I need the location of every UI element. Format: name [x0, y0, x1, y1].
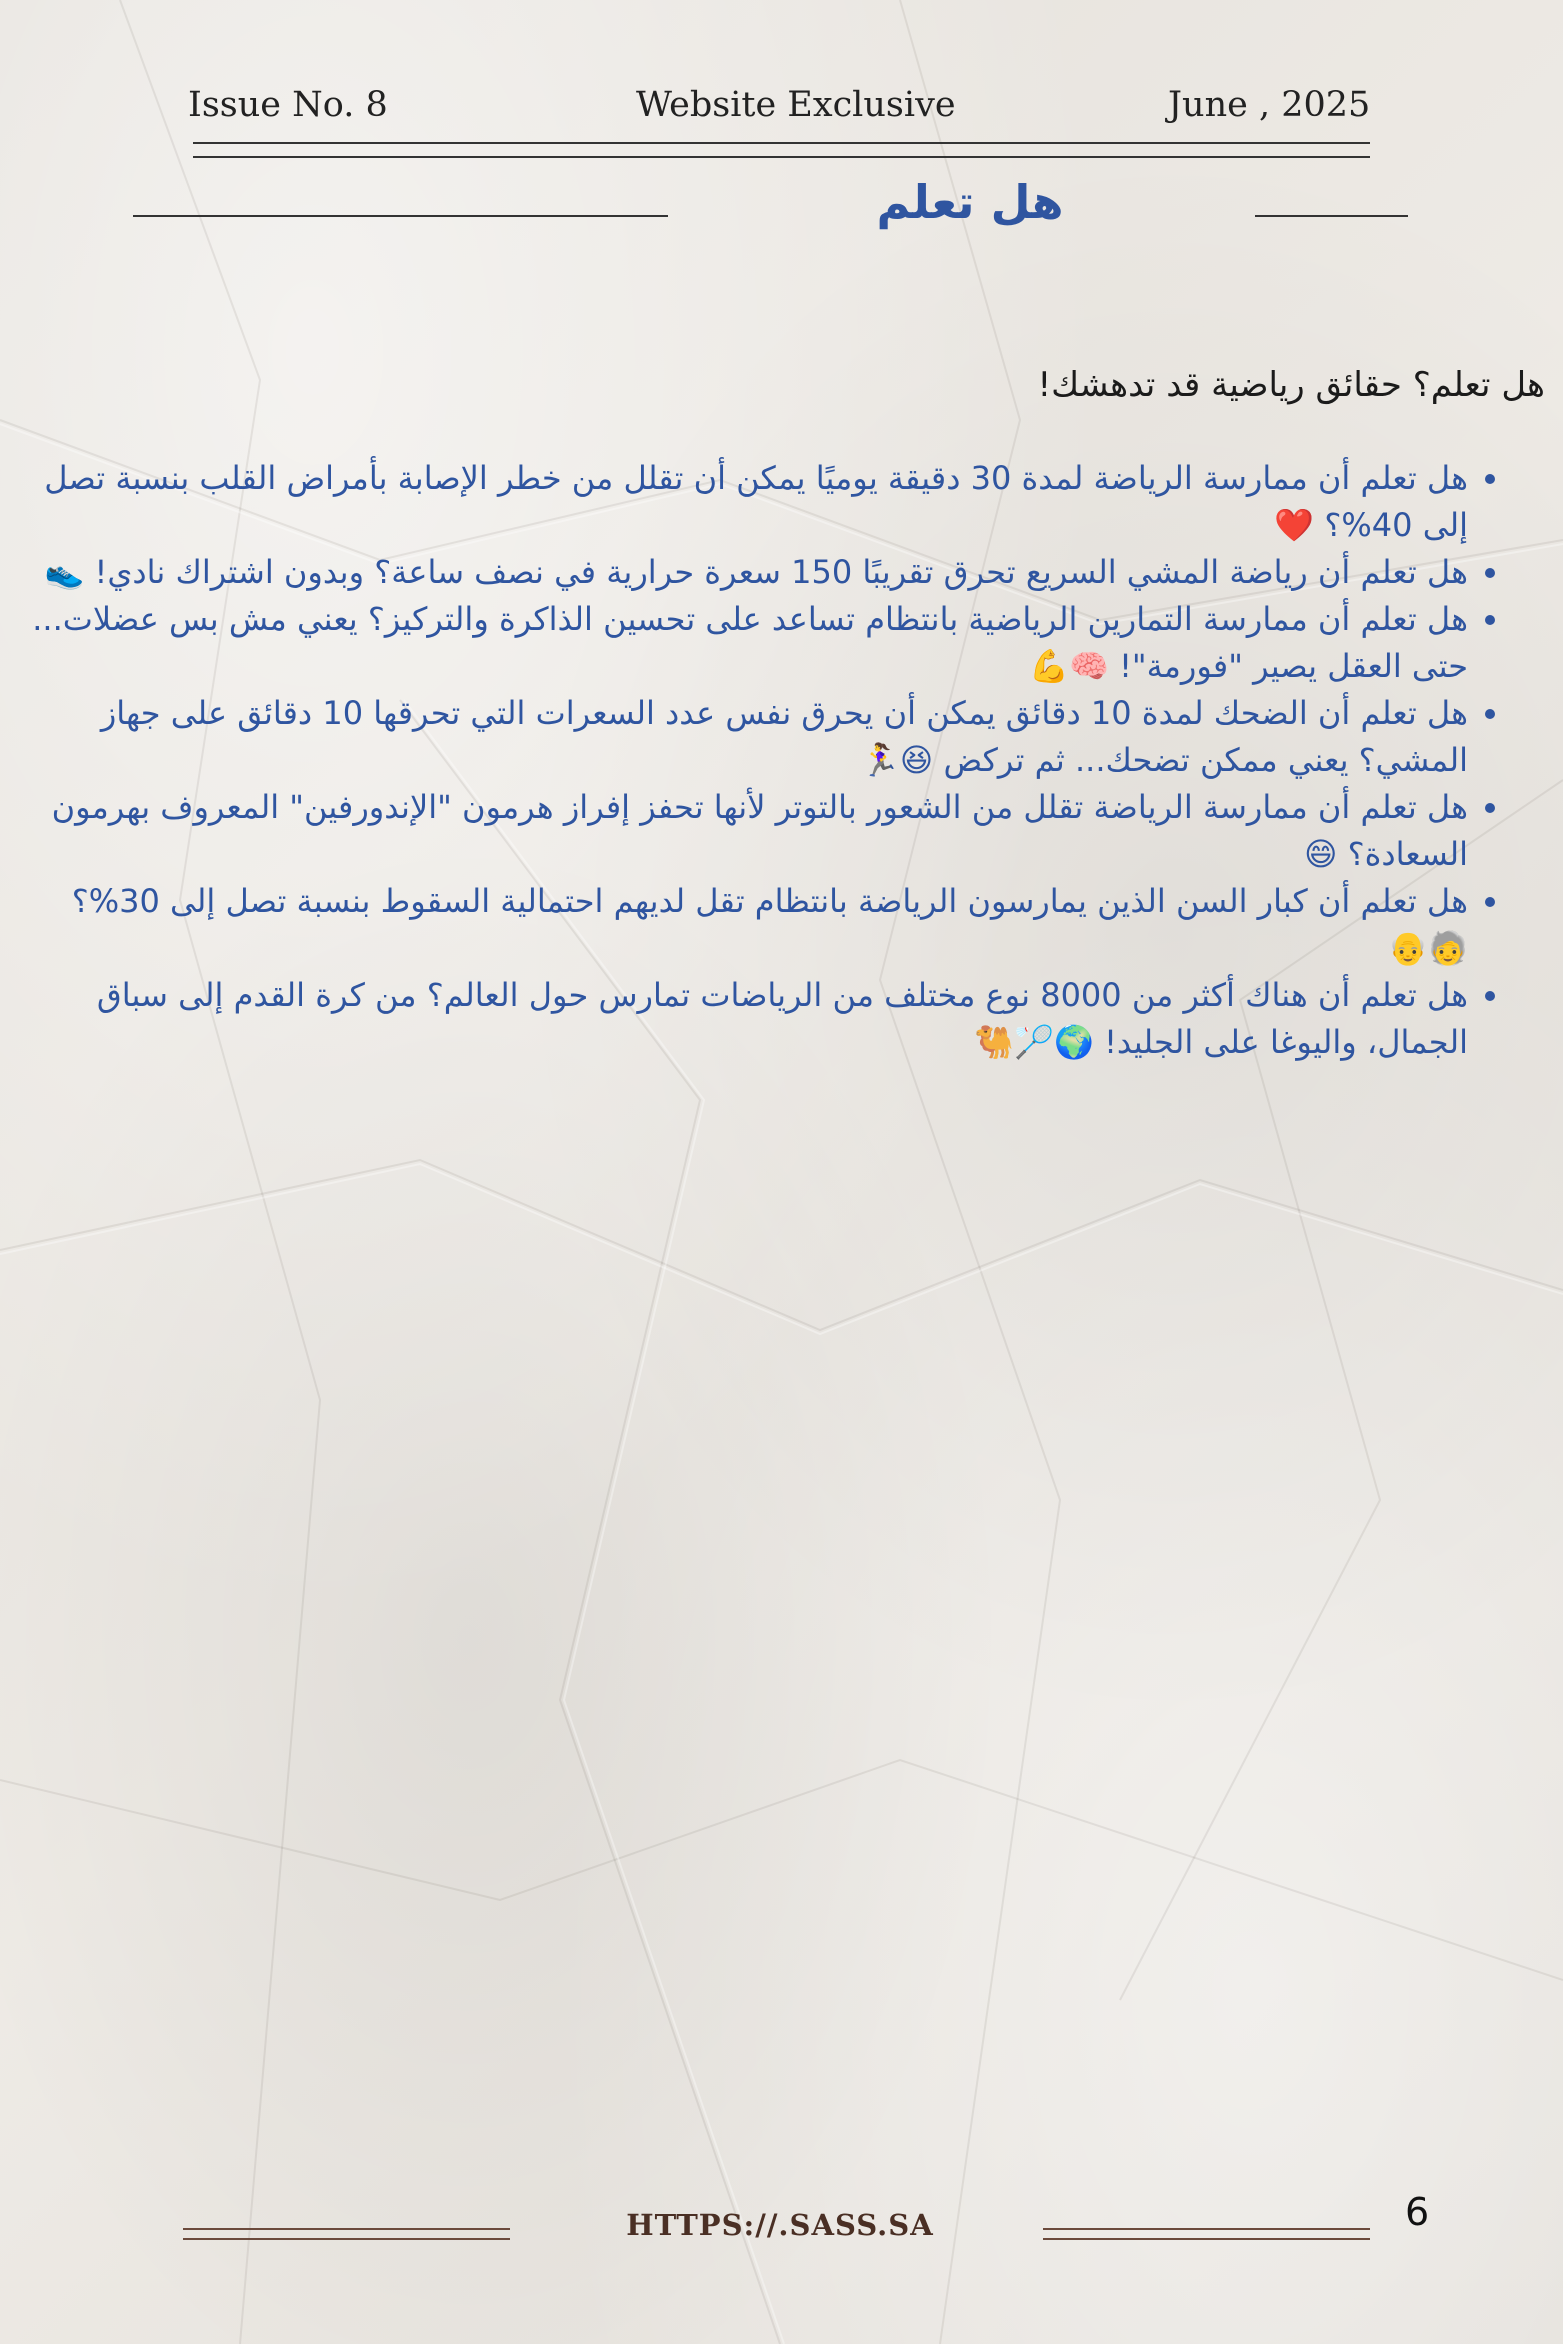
footer-rule-right-bottom [1043, 2238, 1370, 2240]
subheading: هل تعلم؟ حقائق رياضية قد تدهشك! [1037, 365, 1545, 405]
list-item: • هل تعلم أن هناك أكثر من 8000 نوع مختلف من الرياضات تمارس حول العالم؟ من كرة القدم إلى سباق الجمال، واليوغا على الجليد! 🌍🏸🐫 [28, 972, 1468, 1066]
footer-rule-left-bottom [183, 2238, 510, 2240]
issue-number: Issue No. 8 [188, 85, 388, 125]
list-item: • هل تعلم أن ممارسة الرياضة لمدة 30 دقيقة يوميًا يمكن أن تقلل من خطر الإصابة بأمراض القلب بنسبة تصل إلى 40%؟ ❤️ [28, 455, 1468, 549]
footer-url[interactable]: HTTPS://.SASS.SA [626, 2208, 934, 2242]
issue-date: June , 2025 [1168, 85, 1371, 125]
title-rule-right [1255, 215, 1408, 217]
footer-rule-left-top [183, 2228, 510, 2230]
list-item: • هل تعلم أن ممارسة الرياضة تقلل من الشعور بالتوتر لأنها تحفز إفراز هرمون "الإندورفين" المعروف بهرمون السعادة؟ 😄 [28, 784, 1468, 878]
list-item: • هل تعلم أن رياضة المشي السريع تحرق تقريبًا 150 سعرة حرارية في نصف ساعة؟ وبدون اشتراك نادي! 👟 [28, 549, 1468, 596]
header-rule-top [193, 142, 1370, 144]
list-item: • هل تعلم أن كبار السن الذين يمارسون الرياضة بانتظام تقل لديهم احتمالية السقوط بنسبة تصل إلى 30%؟ 🧓👴 [28, 878, 1468, 972]
page-number: 6 [1405, 2190, 1430, 2234]
facts-list [28, 455, 1518, 1066]
edition-label: Website Exclusive [636, 85, 956, 125]
title-rule-left [133, 215, 668, 217]
list-item: • هل تعلم أن ممارسة التمارين الرياضية بانتظام تساعد على تحسين الذاكرة والتركيز؟ يعني مش بس عضلات... حتى العقل يصير "فورمة"! 🧠💪 [28, 596, 1468, 690]
footer-rule-right-top [1043, 2228, 1370, 2230]
section-title: هل تعلم [876, 175, 1064, 229]
list-item: • هل تعلم أن الضحك لمدة 10 دقائق يمكن أن يحرق نفس عدد السعرات التي تحرقها 10 دقائق على جهاز المشي؟ يعني ممكن تضحك... ثم تركض 😆🏃‍♀️ [28, 690, 1468, 784]
header-rule-bottom [193, 156, 1370, 158]
